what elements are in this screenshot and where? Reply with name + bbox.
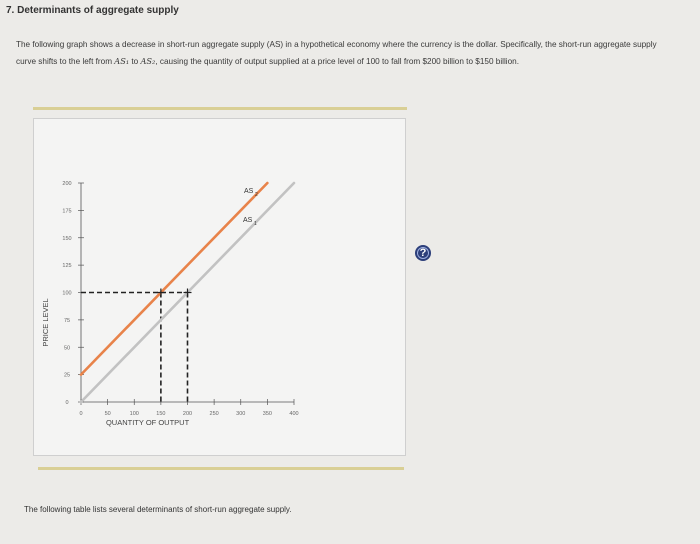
question-intro [16, 37, 666, 70]
y-tick-label: 75 [63, 317, 71, 324]
y-tick-label: 50 [63, 345, 71, 352]
as2-symbol: AS₂ [140, 56, 156, 66]
intro-text-3: , causing the quantity of output supplied at a price level of 100 to fall from $200 billion to $150 billion. [155, 57, 519, 66]
x-tick-label: 250 [209, 411, 219, 417]
as1-curve-label: AS [243, 217, 253, 224]
as1-subscript: 1 [254, 221, 257, 227]
table-intro-text: The following table lists several determinants of short-run aggregate supply. [24, 505, 292, 514]
as1-symbol: AS₁ [114, 56, 130, 66]
intro-text-2: to [129, 57, 141, 66]
x-tick-label: 0 [79, 411, 83, 417]
x-tick-label: 400 [289, 411, 299, 417]
y-tick-label: 175 [62, 208, 72, 215]
y-tick-label: 100 [62, 290, 72, 297]
y-tick-label: 0 [65, 400, 69, 406]
x-tick-label: 150 [156, 411, 166, 417]
intro-text-1: The following graph shows a decrease in short-run aggregate supply (AS) in a hypothetical economy where the currency is the dollar. Specifically, the short-run aggregate supply curve shifts to the left from [16, 40, 657, 66]
graph-panel [33, 118, 427, 456]
y-tick-label: 150 [62, 235, 72, 242]
y-tick-label: 200 [62, 181, 72, 187]
top-divider [33, 107, 407, 110]
as2-subscript: 2 [255, 192, 258, 198]
as2-curve-label: AS [244, 188, 254, 195]
x-tick-label: 300 [236, 411, 246, 417]
x-tick-label: 100 [129, 411, 139, 417]
x-tick-label: 50 [104, 411, 111, 417]
y-axis-label: PRICE LEVEL [41, 298, 50, 347]
aggregate-supply-chart [34, 119, 405, 455]
y-tick-label: 25 [63, 372, 71, 379]
question-title: 7. Determinants of aggregate supply [6, 5, 179, 16]
x-tick-label: 200 [182, 411, 193, 417]
x-axis-label: QUANTITY OF OUTPUT [105, 418, 190, 427]
x-tick-label: 350 [262, 411, 272, 417]
as2-curve [81, 183, 267, 375]
bottom-divider [38, 467, 404, 470]
y-tick-label: 125 [62, 263, 72, 270]
help-icon[interactable]: ? [415, 245, 431, 261]
